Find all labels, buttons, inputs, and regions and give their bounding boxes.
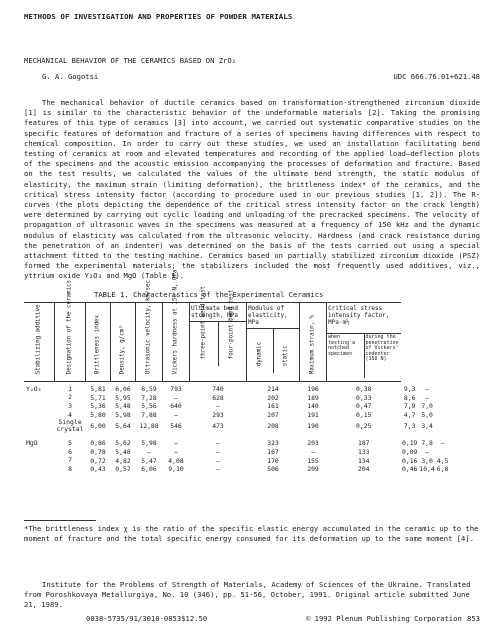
cell-velocity: — xyxy=(147,447,151,456)
cell-k-notched: — xyxy=(425,384,430,393)
cell-brittleness: 0,43 xyxy=(90,465,106,474)
cell-density: 5,98 xyxy=(115,410,131,419)
header-critical-group: Critical stress intensity factor, MPa·m½ xyxy=(328,305,390,326)
cell-three-point: 628 xyxy=(212,393,224,402)
section-header: METHODS OF INVESTIGATION AND PROPERTIES OF POWDER MATERIALS xyxy=(24,12,293,21)
cell-modulus-static: 0,25 xyxy=(356,422,372,431)
cell-vickers: 4,08 xyxy=(168,456,184,465)
cell-three-point: 293 xyxy=(212,410,224,419)
cell-modulus-static: 204 xyxy=(357,465,370,474)
table-row xyxy=(24,394,449,403)
cell-density: 5,62 xyxy=(115,439,131,448)
cell-k-indenter: — xyxy=(440,439,445,448)
table-row xyxy=(24,433,449,448)
cell-vickers: 640 xyxy=(170,402,182,411)
cell-additive xyxy=(24,411,55,420)
cell-density: 6,06 xyxy=(115,385,131,393)
cell-k-notched: 5,0 xyxy=(421,410,433,419)
header-three-point: three-point bend test xyxy=(200,286,207,360)
copyright-notice: © 1992 Plenum Publishing Corporation xyxy=(306,614,462,623)
cell-modulus-static: 187 xyxy=(357,439,370,448)
header-brittleness: Brittleness index xyxy=(94,315,101,375)
cell-density: 5,64 xyxy=(115,422,131,431)
cell-vickers: — xyxy=(174,439,178,448)
cell-modulus-static: 133 xyxy=(357,447,370,456)
cell-k-indenter xyxy=(436,382,450,394)
cell-three-point: — xyxy=(216,465,220,474)
cell-modulus-dynamic: 191 xyxy=(307,410,319,419)
cell-three-point: — xyxy=(216,439,220,448)
cell-velocity: 5,56 xyxy=(141,402,157,411)
cell-additive xyxy=(24,402,55,411)
cell-additive xyxy=(24,419,55,433)
footnote: *The brittleness index χ is the ratio of the specific elastic energy accumulated in the ceramic up to the moment of fracture and the total specific energy consumed for its deformation up to the same moment [4]. xyxy=(24,524,479,544)
cell-modulus-dynamic: 203 xyxy=(307,439,319,448)
affiliation-note: Institute for the Problems of Strength of Materials, Academy of Sciences of the Ukraine. Translated from Poroshkovaya Metallurgiya, No. 10 (346), pp. 51-56, October, 1991. Original article submitted June 21, 1989. xyxy=(24,580,471,609)
cell-additive: Y₂O₃ xyxy=(26,385,42,393)
header-four-point: four-point bend test xyxy=(228,289,235,360)
cell-k-indenter: 6,8 xyxy=(436,465,449,474)
author-name: G. A. Gogotsi xyxy=(42,72,99,81)
cell-brittleness: 6,00 xyxy=(90,422,106,431)
cell-k-indenter: 4,5 xyxy=(436,456,449,465)
page-number: 853 xyxy=(467,614,480,623)
table-row xyxy=(24,402,449,411)
cell-modulus-dynamic: 196 xyxy=(307,385,319,393)
table-row xyxy=(24,419,449,433)
cell-designation: 7 xyxy=(68,456,72,465)
cell-four-point: 506 xyxy=(267,465,279,474)
cell-max-strain: 7,9 xyxy=(403,402,416,411)
cell-max-strain: 0,19 xyxy=(402,439,418,448)
issn-code: 0038-5735/91/3010-0853$12.50 xyxy=(86,614,208,623)
cell-four-point: 167 xyxy=(267,447,279,456)
header-dynamic: dynamic xyxy=(256,342,263,367)
cell-max-strain: 8,6 xyxy=(403,393,416,402)
cell-four-point: 202 xyxy=(267,393,279,402)
cell-vickers: 546 xyxy=(170,422,182,431)
header-ultimate-group: Ultimate bend strength, MPa xyxy=(191,305,238,319)
cell-designation: 2 xyxy=(68,393,72,402)
cell-k-notched: 3,4 xyxy=(421,422,433,431)
cell-k-notched: 3,0 xyxy=(421,456,433,465)
cell-three-point: 740 xyxy=(212,385,224,393)
cell-density: 5,95 xyxy=(115,393,131,402)
cell-four-point: 161 xyxy=(267,402,279,411)
cell-modulus-dynamic: 189 xyxy=(307,393,319,402)
cell-additive xyxy=(24,394,55,403)
header-notched: when testing a notched specimen xyxy=(328,334,356,357)
cell-density: 5,48 xyxy=(115,402,131,411)
cell-designation: 8 xyxy=(68,464,72,473)
body-paragraph: The mechanical behavior of ductile ceramics based on transformation-strengthened zirconium dioxide [1] is similar to the characteristic behavior of the undeformable materials [2]. Taking the promising features of this type of ceramics [3] into account, we carried out systematic comparative studies on the specific features of deformation and fracture of a series of specimens having differences with respect to chemical composition. In order to carry out these studies, we used an installation facilitating bend testing of ceramics at room and elevated temperatures and recording of the applied load—deflection plots of the specimens and the acoustic emission accompanying the processes of deformation and fracture. Based on the test results, we calculated the values of the ultimate bend strength, the static modulus of elasticity, the maximum strain (limiting deformation), the brittleness index* of the ceramics, and the critical stress intensity factor (according to procedure used in our previous studies [1, 2]). The R-curves (the plots depicting the dependence of the critical stress intensity factor on the crack length) were determined by carrying out cyclic loading and unloading of the precracked specimens. The velocity of propagation of ultrasonic waves in the specimens was measured at a frequency of 150 kHz and the dynamic modulus of elasticity was calculated from the ultrasonic velocity. Hardness (and crack resistance during the penetration of an indenter) was determined on the basis of the tests carried out using a special attachment fitted to the testing machine. Ceramics based on partially stabilized zirconium dioxide (PSZ) formed the experimental materials; the stabilizers included the most frequently used additives, viz., yttrium oxide Y₂O₃ and MgO (Table 1). xyxy=(24,98,480,281)
header-stabilizing: Stabilizing additive xyxy=(35,304,42,375)
header-static: static xyxy=(282,345,289,367)
cell-vickers: — xyxy=(174,393,178,402)
cell-velocity: 6,06 xyxy=(141,465,157,474)
header-velocity: Ultrasonic velocity, km/sec xyxy=(145,280,152,375)
table-row xyxy=(24,382,449,394)
cell-max-strain: 0,16 xyxy=(402,456,418,465)
cell-velocity: 8,59 xyxy=(141,385,157,393)
cell-additive xyxy=(24,465,55,474)
cell-k-notched: — xyxy=(425,447,430,456)
cell-brittleness: 0,72 xyxy=(90,456,106,465)
table-caption: TABLE 1. Characteristics of the Experimental Ceramics xyxy=(94,290,324,299)
header-vickers: Vickers hardness at 150 N, GPa xyxy=(172,270,179,375)
cell-velocity: 5,47 xyxy=(141,456,157,465)
header-max-strain: Maximum strain, % xyxy=(309,315,316,375)
cell-designation: Single crystal xyxy=(56,418,84,434)
cell-max-strain: 0,46 xyxy=(402,465,418,474)
cell-modulus-dynamic: 209 xyxy=(307,465,319,474)
table-row xyxy=(24,411,449,420)
cell-designation: 4 xyxy=(68,410,72,419)
table-row xyxy=(24,457,449,466)
cell-modulus-static: 0,47 xyxy=(356,402,372,411)
cell-designation: 3 xyxy=(68,401,72,410)
cell-vickers: — xyxy=(174,410,178,419)
cell-velocity: 7,88 xyxy=(141,410,157,419)
cell-additive xyxy=(24,448,55,457)
cell-velocity: 12,88 xyxy=(139,422,159,431)
cell-max-strain: 9,3 xyxy=(403,384,416,393)
cell-three-point: — xyxy=(216,456,220,465)
cell-brittleness: 5,81 xyxy=(90,385,106,393)
cell-four-point: 207 xyxy=(267,410,279,419)
cell-brittleness: 5,36 xyxy=(90,402,106,411)
cell-brittleness: 5,71 xyxy=(90,393,106,402)
cell-designation: 5 xyxy=(68,439,72,448)
cell-vickers: 9,10 xyxy=(168,465,184,474)
cell-k-notched: 7,0 xyxy=(421,402,433,411)
cell-max-strain: 7,3 xyxy=(403,422,416,431)
header-designation: Designation of the ceramics xyxy=(66,280,73,375)
header-indenter: during the penetration of Vickers' indenter (150 N) xyxy=(364,334,402,378)
cell-modulus-static: 134 xyxy=(357,456,370,465)
footnote-rule xyxy=(24,520,96,521)
cell-additive xyxy=(24,457,55,466)
cell-modulus-dynamic: — xyxy=(311,447,315,456)
cell-modulus-static: 0,15 xyxy=(356,410,372,419)
cell-designation: 1 xyxy=(68,384,72,393)
cell-velocity: 5,98 xyxy=(141,439,157,448)
cell-k-indenter xyxy=(436,448,450,457)
cell-density: 0,57 xyxy=(115,465,131,474)
cell-modulus-dynamic: 140 xyxy=(307,402,319,411)
udc-code: UDC 666.76.01+621.48 xyxy=(393,72,480,81)
cell-designation: 6 xyxy=(68,447,72,456)
cell-k-notched: — xyxy=(425,393,430,402)
cell-k-indenter xyxy=(436,402,450,411)
cell-three-point: 473 xyxy=(212,422,224,431)
cell-density: 5,48 xyxy=(115,447,131,456)
cell-velocity: 7,28 xyxy=(141,393,157,402)
table-header-row xyxy=(24,303,449,382)
cell-three-point: — xyxy=(216,447,220,456)
cell-brittleness: 0,86 xyxy=(90,439,106,448)
cell-four-point: 323 xyxy=(267,439,279,448)
cell-four-point: 214 xyxy=(267,385,279,393)
table-row xyxy=(24,465,449,474)
article-title: MECHANICAL BEHAVIOR OF THE CERAMICS BASED ON ZrO₂ xyxy=(24,56,237,65)
cell-modulus-static: 0,33 xyxy=(356,393,372,402)
header-modulus-group: Modulus of elasticity, MPa xyxy=(248,305,288,326)
cell-three-point: — xyxy=(216,402,220,411)
cell-modulus-dynamic: 155 xyxy=(307,456,319,465)
cell-four-point: 170 xyxy=(267,456,279,465)
cell-four-point: 208 xyxy=(267,422,279,431)
cell-vickers: — xyxy=(174,447,178,456)
cell-modulus-dynamic: 190 xyxy=(307,422,319,431)
cell-k-notched: 10,4 xyxy=(419,465,435,474)
cell-vickers: 793 xyxy=(170,385,182,393)
cell-max-strain: 0,09 xyxy=(402,447,418,456)
cell-k-indenter xyxy=(436,419,450,433)
table-row xyxy=(24,448,449,457)
cell-max-strain: 4,7 xyxy=(403,410,416,419)
cell-k-indenter xyxy=(436,394,450,403)
cell-modulus-static: 0,38 xyxy=(356,385,372,393)
cell-k-notched: 7,8 xyxy=(421,439,433,448)
cell-density: 4,82 xyxy=(115,456,131,465)
cell-additive: MgO xyxy=(26,439,38,448)
cell-k-indenter xyxy=(436,411,450,420)
cell-brittleness: 0,78 xyxy=(90,447,106,456)
header-density: Density, g/cm³ xyxy=(119,325,126,375)
cell-brittleness: 5,80 xyxy=(90,410,106,419)
